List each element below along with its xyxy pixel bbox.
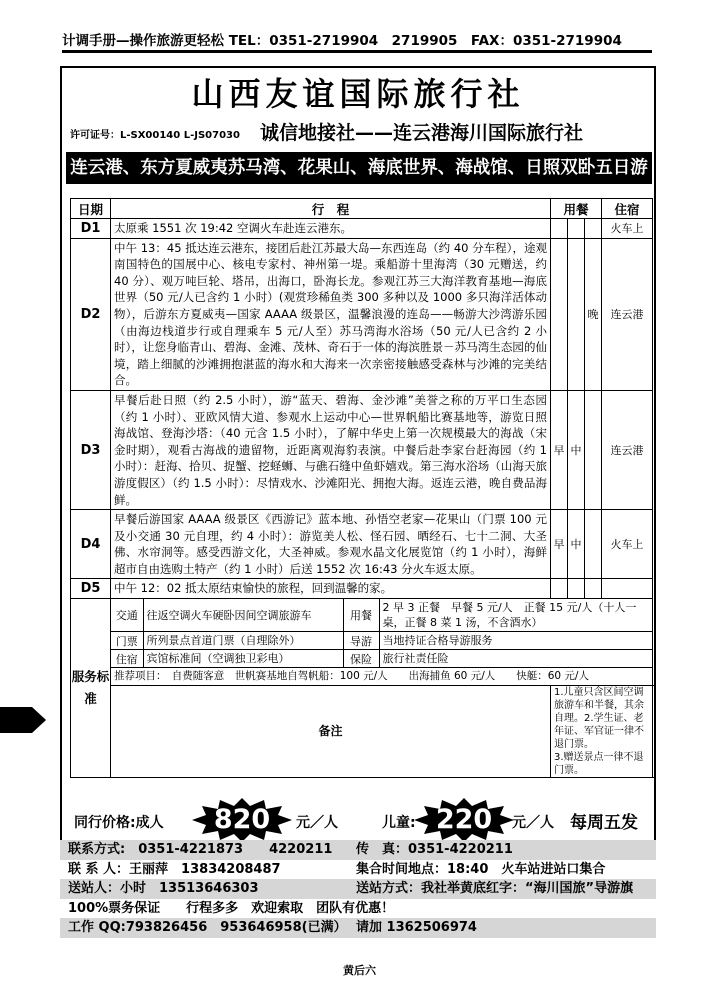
- note-item: 3.赠送景点一律不退门票。: [554, 752, 644, 777]
- work-qq: 工作 QQ:793826456 953646958(已满）: [68, 920, 347, 935]
- meal-dinner: [585, 510, 602, 579]
- notes-body: [551, 686, 653, 778]
- route-title: 连云港、东方夏威夷苏马湾、花果山、海底世界、海战馆、日照双卧五日游: [66, 152, 652, 184]
- meal-lunch: 中: [568, 390, 585, 509]
- table-row: [71, 390, 653, 509]
- recommend-text: 推荐项目： 自费随客意 世帆赛基地自驾帆船：100 元/人 出海捕鱼 60 元/人 快艇：60 元/人: [111, 668, 653, 686]
- contact-row: [60, 918, 656, 938]
- guarantee-text: 100%票务保证 行程多多 欢迎索取 团队有优惠！: [68, 900, 395, 916]
- add-qq: 请加 1362506974: [356, 920, 477, 935]
- recommend-row: [71, 668, 653, 686]
- service-meals-key: 用餐: [343, 599, 379, 632]
- meal-lunch: [568, 579, 585, 599]
- service-tickets-key: 门票: [111, 632, 143, 650]
- day-stay: [602, 579, 653, 599]
- service-transport-key: 交通: [111, 599, 143, 632]
- contact-section: [60, 840, 656, 938]
- meal-breakfast: 早: [551, 510, 568, 579]
- header-day: 日期: [71, 199, 111, 219]
- service-grid: [111, 599, 652, 667]
- adult-price: 820: [213, 804, 271, 835]
- day-itinerary: 太原乘 1551 次 19:42 空调火车赴连云港东。: [111, 219, 551, 239]
- table-row: [71, 510, 653, 579]
- service-meals-value: 2 早 3 正餐 早餐 5 元/人 正餐 15 元/人（十人一桌，正餐 8 菜 1 汤，不含酒水）: [379, 599, 652, 632]
- meal-dinner: [585, 390, 602, 509]
- sender-info: 送站人：小时 13513646303: [68, 881, 259, 896]
- company-name: 山西友谊国际旅行社: [191, 75, 525, 113]
- assembly-info: 集合时间地点：18:40 火车站进站口集合: [356, 861, 606, 877]
- service-tickets-value: 所列景点首道门票（自理除外）: [143, 632, 343, 650]
- table-row: [71, 219, 653, 239]
- itinerary-table: [70, 198, 653, 778]
- day-itinerary: 早餐后赴日照（约 2.5 小时），游“蓝天、碧海、金沙滩”美誉之称的万平口生态园（约 1 小时）、亚欧风情大道、参观水上运动中心—世界帆船比赛基地等，游览日照海战馆、登海沙塔：（40 元含 1.5 小时），了解中华史上第一次规模最大的海战（宋金时期），观看古海战的遗留物，近距离观海豹表演。中餐后赴李家台赶海园（约 1 小时）：赶海、拾贝、捉蟹、挖蛏蛳、与礁石缝中鱼虾嬉戏。第三海水浴场（山海天旅游度假区）（约 1.5 小时）：尽情戏水、沙滩阳光、拥抱大海。返连云港，晚自费品海鲜。: [111, 390, 551, 509]
- price-section: [70, 798, 652, 842]
- departure-schedule: 每周五发: [570, 813, 638, 833]
- page-arrow-icon: [0, 705, 46, 735]
- day-stay: 火车上: [602, 219, 653, 239]
- day-stay: 连云港: [602, 390, 653, 509]
- child-price-burst: [414, 798, 514, 842]
- header-bar: 计调手册—操作旅游更轻松 TEL：0351-2719904 2719905 FAX：0351-2719904: [62, 31, 652, 53]
- flyer-frame: [60, 66, 656, 846]
- service-insurance-key: 保险: [343, 650, 379, 668]
- meal-breakfast: 早: [551, 390, 568, 509]
- contact-row: [60, 879, 656, 899]
- contact-fax: 传 真：0351-4220211: [356, 842, 513, 857]
- page-footer: 黄后六: [343, 964, 376, 977]
- service-label: 服务标准: [71, 599, 111, 778]
- child-price-unit: 元／人: [512, 815, 554, 831]
- meal-dinner: [585, 579, 602, 599]
- notes-row: [71, 686, 653, 778]
- contact-row: [60, 840, 656, 860]
- notes-label: 备注: [111, 686, 551, 778]
- header-itinerary: 行 程: [111, 199, 551, 219]
- header-stay: 住宿: [602, 199, 653, 219]
- day-itinerary: 中午 13：45 抵达连云港东，接团后赴江苏最大岛—东西连岛（约 40 分车程），途观南国特色的国展中心、核电专家村、神州第一堤。乘船游十里海湾（30 元赠送，约 40 分）、观万吨巨轮、塔吊，出海口，卧海长龙。参观江苏三大海洋教育基地—海底世界（50 元/人已含约 1 小时）(观赏珍稀鱼类 300 多种以及 1000 多只海洋活体动物），后游东方夏威夷—国家 AAAA 级景区，温馨浪漫的连岛——畅游大沙湾游乐园（由海边栈道步行或自理乘车 5 元/人至）苏马湾海水浴场（50 元/人已含约 2 小时），让您身临青山、碧海、金滩、茂林、奇石于一体的海滨胜景－苏马湾生态园的仙境，踏上细腻的沙滩拥抱湛蓝的海水和大海来一次亲密接触感受森林与沙滩的完美结合。: [111, 238, 551, 390]
- child-price: 220: [435, 804, 493, 835]
- meal-dinner: 晚: [585, 238, 602, 390]
- service-guide-value: 当地持证合格导游服务: [379, 632, 652, 650]
- contact-phone: 联系方式: 0351-4221873 4220211: [68, 842, 333, 857]
- service-row: [71, 599, 653, 668]
- day-label: D3: [71, 390, 111, 509]
- day-itinerary: 中午 12：02 抵太原结束愉快的旅程，回到温馨的家。: [111, 579, 551, 599]
- header-meals: 用餐: [551, 199, 602, 219]
- meal-lunch: [568, 219, 585, 239]
- service-lodging-value: 宾馆标准间（空调独卫彩电）: [143, 650, 343, 668]
- day-label: D2: [71, 238, 111, 390]
- meal-breakfast: [551, 219, 568, 239]
- license-number: 许可证号：L-SX00140 L-JS07030: [70, 130, 240, 141]
- note-item: 1.儿童只含区间空调旅游车和半餐，其余自理。2.学生证、老年证、军官证一律不退门票。: [554, 687, 644, 751]
- day-itinerary: 早餐后游国家 AAAA 级景区《西游记》蓝本地、孙悟空老家—花果山（门票 100 元及小交通 30 元自理，约 4 小时）：游览美人松、怪石园、晒经石、七十二洞、大圣佛、水帘洞等。感受西游文化，大圣神威。参观水晶文化展览馆（约 1 小时），海鲜超市自由选购土特产（约 1 小时）后送 1552 次 16:43 分火车返太原。: [111, 510, 551, 579]
- contact-person: 联 系 人：王丽萍 13834208487: [68, 861, 281, 877]
- day-label: D5: [71, 579, 111, 599]
- contact-row: [60, 860, 656, 880]
- table-header-row: [71, 199, 653, 219]
- service-insurance-value: 旅行社责任险: [382, 652, 449, 666]
- slogan: 诚信地接社——连云港海川国际旅行社: [260, 122, 584, 144]
- child-price-label: 儿童:: [382, 815, 416, 831]
- adult-price-unit: 元／人: [296, 815, 338, 831]
- day-stay: 连云港: [602, 238, 653, 390]
- adult-price-burst: [192, 798, 292, 842]
- meal-lunch: 中: [568, 510, 585, 579]
- day-label: D4: [71, 510, 111, 579]
- contact-row: [60, 899, 656, 919]
- day-stay: 火车上: [602, 510, 653, 579]
- table-row: [71, 238, 653, 390]
- meal-breakfast: [551, 579, 568, 599]
- meal-lunch: [568, 238, 585, 390]
- meal-breakfast: [551, 238, 568, 390]
- adult-price-label: 同行价格:成人: [74, 815, 164, 831]
- meal-dinner: [585, 219, 602, 239]
- service-lodging-key: 住宿: [111, 650, 143, 668]
- send-method: 送站方式：我社举黄底红字：“海川国旅”导游旗: [356, 881, 634, 896]
- day-label: D1: [71, 219, 111, 239]
- service-guide-key: 导游: [343, 632, 379, 650]
- service-transport-value: 往返空调火车硬卧因间空调旅游车: [143, 599, 343, 632]
- table-row: [71, 579, 653, 599]
